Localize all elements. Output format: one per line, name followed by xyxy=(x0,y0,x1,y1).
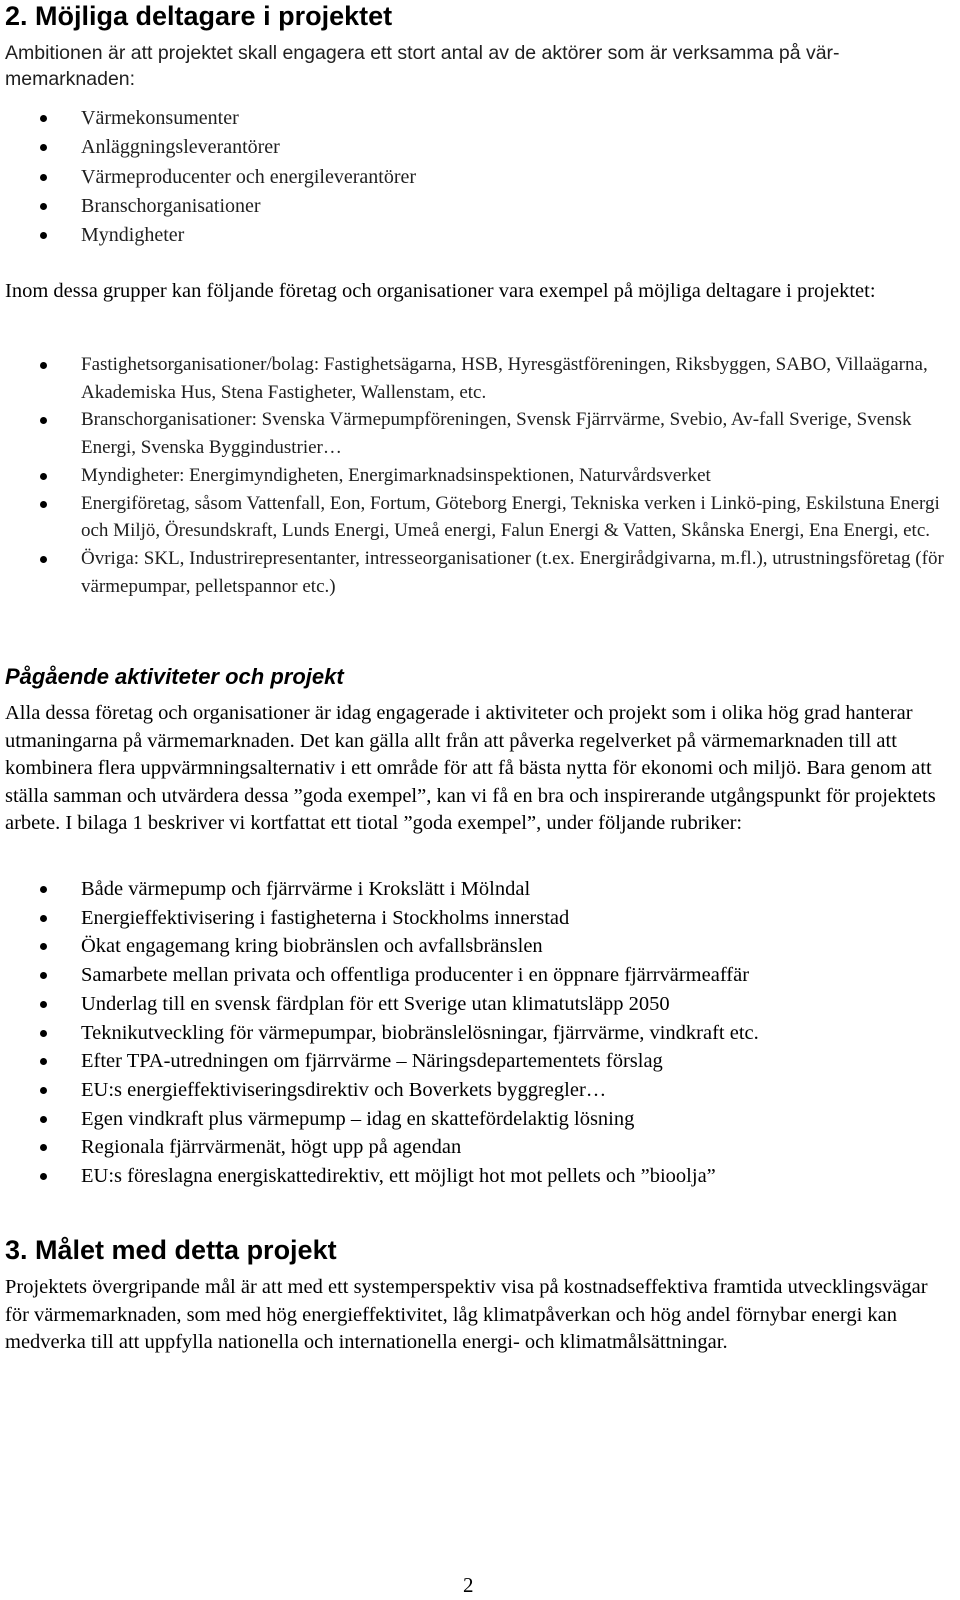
list-item: Energiföretag, såsom Vattenfall, Eon, Fortum, Göteborg Energi, Tekniska verken i Linkö-ping, Eskilstuna Energi och Miljö, Öresundskraft, Lunds Energi, Umeå energi, Falun Energi & Vatten, Skånska Energi, Ena Energi, etc. xyxy=(5,490,945,545)
list-item: Både värmepump och fjärrvärme i Krokslätt i Mölndal xyxy=(5,875,945,904)
actor-groups-list xyxy=(5,104,945,250)
section-2-title: 2. Möjliga deltagare i projektet xyxy=(5,1,393,31)
section-3-paragraph: Projektets övergripande mål är att med ett systemperspektiv visa på kostnadseffektiva framtida utvecklingsvägar för värmemarknaden, som med hög energieffektivitet, låg klimatpåverkan och hög andel förnybar energi kan medverka till att uppfylla nationella och internationella energi- och klimatmålsättningar. xyxy=(5,1276,928,1353)
list-item: Energieffektivisering i fastigheterna i Stockholms innerstad xyxy=(5,904,945,933)
section-3-title: 3. Målet med detta projekt xyxy=(5,1235,337,1265)
list-item: Samarbete mellan privata och offentliga producenter i en öppnare fjärrvärmeaffär xyxy=(5,961,945,990)
list-item: Efter TPA-utredningen om fjärrvärme – Näringsdepartementets förslag xyxy=(5,1047,945,1076)
list-item: Ökat engagemang kring biobränslen och avfallsbränslen xyxy=(5,932,945,961)
list-item: Underlag till en svensk färdplan för ett Sverige utan klimatutsläpp 2050 xyxy=(5,990,945,1019)
list-item: Teknikutveckling för värmepumpar, biobränslelösningar, fjärrvärme, vindkraft etc. xyxy=(5,1019,945,1048)
list-item: Fastighetsorganisationer/bolag: Fastighetsägarna, HSB, Hyresgästföreningen, Riksbyggen, SABO, Villaägarna, Akademiska Hus, Stena Fastigheter, Wallenstam, etc. xyxy=(5,351,945,406)
list-item: Övriga: SKL, Industrirepresentanter, intresseorganisationer (t.ex. Energirådgivarna, m.fl.), utrustningsföretag (för värmepumpar, pelletspannor etc.) xyxy=(5,545,945,600)
list-item: EU:s föreslagna energiskattedirektiv, ett möjligt hot mot pellets och ”bioolja” xyxy=(5,1162,945,1191)
examples-intro: Inom dessa grupper kan följande företag och organisationer vara exempel på möjliga deltagare i projektet: xyxy=(5,280,876,302)
list-item: Branschorganisationer: Svenska Värmepumpföreningen, Svensk Fjärrvärme, Svebio, Av-fall Sverige, Svensk Energi, Svenska Byggindustrier… xyxy=(5,406,945,461)
good-examples-list xyxy=(5,875,945,1191)
list-item: Värmekonsumenter xyxy=(5,104,945,133)
list-item: EU:s energieffektiviseringsdirektiv och Boverkets byggregler… xyxy=(5,1076,945,1105)
list-item: Värmeproducenter och energileverantörer xyxy=(5,163,945,192)
list-item: Myndigheter xyxy=(5,221,945,250)
page-number: 2 xyxy=(463,1573,474,1597)
section-2-intro: Ambitionen är att projektet skall engagera ett stort antal av de aktörer som är verksamma på vär-memarknaden: xyxy=(5,42,840,90)
participant-examples-list xyxy=(5,351,945,600)
list-item: Egen vindkraft plus värmepump – idag en skattefördelaktig lösning xyxy=(5,1105,945,1134)
list-item: Branschorganisationer xyxy=(5,192,945,221)
list-item: Anläggningsleverantörer xyxy=(5,133,945,162)
list-item: Regionala fjärrvärmenät, högt upp på agendan xyxy=(5,1133,945,1162)
ongoing-paragraph: Alla dessa företag och organisationer är idag engagerade i aktiviteter och projekt som i olika hög grad hanterar utmaningarna på värmemarknaden. Det kan gälla allt från att påverka regelverket på värmemarknaden till att kombinera flera uppvärmningsalternativ i ett område för att få bästa nytta för ekonomi och miljö. Bara genom att ställa samman och utvärdera dessa ”goda exempel”, kan vi få en bra och inspirerande utgångspunkt för projektets arbete. I bilaga 1 beskriver vi kortfattat ett tiotal ”goda exempel”, under följande rubriker: xyxy=(5,702,936,834)
ongoing-heading: Pågående aktiviteter och projekt xyxy=(5,664,344,689)
list-item: Myndigheter: Energimyndigheten, Energimarknadsinspektionen, Naturvårdsverket xyxy=(5,462,945,490)
